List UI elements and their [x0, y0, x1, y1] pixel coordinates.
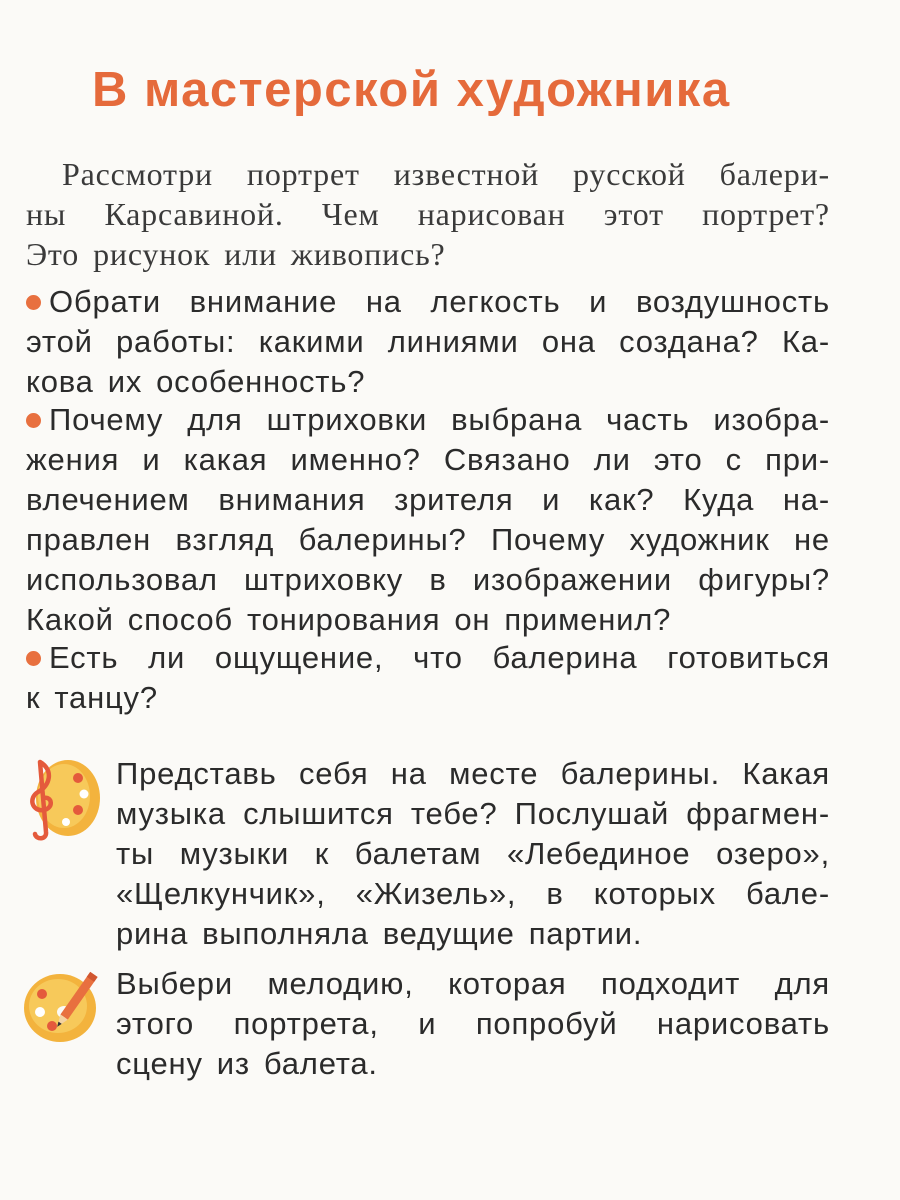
word: ощущение, [214, 640, 384, 675]
word: музыки [179, 836, 290, 871]
word: и [589, 284, 608, 319]
word: сцену [116, 1046, 203, 1081]
word: работы: [115, 324, 236, 359]
word: которая [448, 966, 567, 1001]
bullet-line [26, 678, 830, 718]
intro-paragraph [26, 154, 830, 274]
word: создана? [619, 324, 759, 359]
word: рисунок [93, 236, 211, 272]
word: месте [449, 756, 539, 791]
word: Послушай [514, 796, 670, 831]
word: жения [26, 442, 120, 477]
bullet-line [26, 282, 830, 322]
word: правлен [26, 522, 152, 557]
word: Почему [490, 522, 606, 557]
word: Рассмотри [62, 156, 213, 192]
bullet-line [26, 600, 830, 640]
word: для [774, 966, 830, 1001]
word: ли [593, 442, 631, 477]
word: штриховки [266, 402, 428, 437]
task-line [116, 964, 830, 1004]
word: в [546, 876, 564, 911]
word: рина [116, 916, 189, 951]
task-line [116, 834, 830, 874]
word: взгляд [175, 522, 275, 557]
word: особенность? [156, 364, 366, 399]
word: тонирования [246, 602, 441, 637]
word: этого [116, 1006, 195, 1041]
word: озеро», [716, 836, 830, 871]
bullet-line [26, 560, 830, 600]
word: фигуры? [698, 562, 830, 597]
word: «Жизель», [355, 876, 517, 911]
word: именно? [290, 442, 421, 477]
palette-pencil-icon [18, 966, 102, 1050]
word: с [725, 442, 742, 477]
word: при- [765, 442, 830, 477]
word: «Лебединое [506, 836, 691, 871]
word: к [314, 836, 330, 871]
task-line [116, 914, 830, 954]
word: ли [148, 640, 186, 675]
word: из [216, 1046, 250, 1081]
word: выполняла [202, 916, 369, 951]
word: воздушность [635, 284, 830, 319]
word: портрета, [233, 1006, 379, 1041]
intro-line [26, 234, 830, 274]
word: русской [573, 156, 686, 192]
bullet-line [26, 362, 830, 402]
word: Представь [116, 756, 277, 791]
word: какими [258, 324, 365, 359]
word: внимания [218, 482, 366, 517]
bullet-lead [26, 400, 163, 440]
word: портрет? [702, 196, 830, 232]
word: художник [629, 522, 770, 557]
word: себя [298, 756, 369, 791]
task-text [116, 754, 830, 954]
bullet-dot [26, 651, 41, 666]
word: танцу? [54, 680, 158, 715]
word: применил? [504, 602, 672, 637]
word: как? [588, 482, 655, 517]
word: балета. [263, 1046, 378, 1081]
word: Есть [49, 640, 119, 675]
word: Обрати [49, 284, 161, 319]
word: партии. [528, 916, 643, 951]
bullet-line [26, 322, 830, 362]
word: выбрана [451, 402, 583, 437]
word: изображении [472, 562, 673, 597]
word: зрителя [394, 482, 514, 517]
bullet-lead [26, 638, 118, 678]
word: Почему [49, 402, 164, 437]
word: Связано [443, 442, 571, 477]
word: не [794, 522, 830, 557]
word: Выбери [116, 966, 233, 1001]
word: балерины? [298, 522, 467, 557]
word: внимание [189, 284, 338, 319]
word: и [542, 482, 561, 517]
word: Это [26, 236, 80, 272]
word: этой [26, 324, 93, 359]
word: Какая [742, 756, 830, 791]
word: балерина [492, 640, 638, 675]
task-text [116, 964, 830, 1084]
bullet-item [26, 282, 830, 402]
word: их [107, 364, 143, 399]
word: она [541, 324, 596, 359]
word: и [418, 1006, 437, 1041]
intro-line [26, 194, 830, 234]
word: готовиться [667, 640, 830, 675]
word: Какой [26, 602, 114, 637]
word: к [26, 680, 41, 715]
word: на [390, 756, 427, 791]
word: нарисован [417, 196, 566, 232]
bullet-dot [26, 295, 41, 310]
word: какая [183, 442, 268, 477]
word: подходит [601, 966, 741, 1001]
word: нарисовать [656, 1006, 830, 1041]
word: Ка- [781, 324, 830, 359]
word: это [653, 442, 703, 477]
word: ведущие [382, 916, 515, 951]
bullet-line [26, 440, 830, 480]
word: линиями [387, 324, 519, 359]
word: портрет [246, 156, 360, 192]
word: способ [127, 602, 233, 637]
word: на- [782, 482, 830, 517]
word: кова [26, 364, 94, 399]
word: ны [26, 196, 67, 232]
task-line [116, 874, 830, 914]
word: часть [606, 402, 690, 437]
word: балерины. [560, 756, 721, 791]
word: изобра- [713, 402, 830, 437]
word: и [142, 442, 161, 477]
word: или [224, 236, 277, 272]
word: ты [116, 836, 155, 871]
word: что [413, 640, 463, 675]
word: которых [593, 876, 716, 911]
bullet-line [26, 480, 830, 520]
bullet-item [26, 400, 830, 640]
word: живопись? [290, 236, 446, 272]
word: штриховку [244, 562, 404, 597]
word: легкость [430, 284, 561, 319]
word: слышится [243, 796, 394, 831]
word: Куда [683, 482, 755, 517]
word: тебе? [410, 796, 498, 831]
bullet-line [26, 638, 830, 678]
task-line [116, 794, 830, 834]
bullet-dot [26, 413, 41, 428]
bullet-item [26, 638, 830, 718]
word: на [365, 284, 402, 319]
word: в [429, 562, 447, 597]
word: балери- [719, 156, 830, 192]
word: известной [393, 156, 540, 192]
word: использовал [26, 562, 218, 597]
word: влечением [26, 482, 190, 517]
page-title: В мастерской художника [92, 63, 731, 117]
bullet-lead [26, 282, 161, 322]
bullet-line [26, 400, 830, 440]
word: «Щелкунчик», [116, 876, 326, 911]
task-line [116, 754, 830, 794]
word: попробуй [475, 1006, 618, 1041]
word: балетам [354, 836, 482, 871]
word: фрагмен- [686, 796, 830, 831]
word: он [454, 602, 491, 637]
intro-line [26, 154, 830, 194]
task-line [116, 1044, 830, 1084]
word: для [187, 402, 243, 437]
word: Чем [321, 196, 380, 232]
word: музыка [116, 796, 226, 831]
music-palette-icon [20, 752, 102, 842]
word: Карсавиной. [104, 196, 284, 232]
task-line [116, 1004, 830, 1044]
word: этот [603, 196, 664, 232]
bullet-line [26, 520, 830, 560]
word: бале- [746, 876, 830, 911]
word: мелодию, [267, 966, 414, 1001]
